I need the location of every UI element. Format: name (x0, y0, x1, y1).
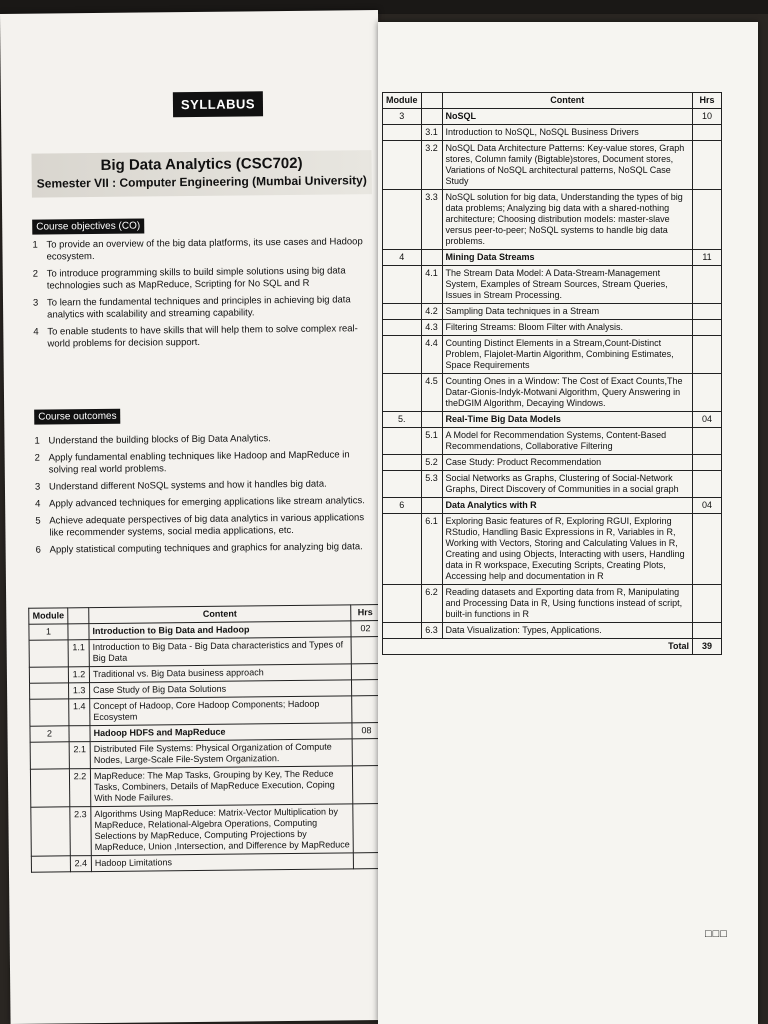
right-syllabus-table (382, 92, 722, 655)
sub-cell: 4.1 (421, 266, 442, 304)
hrs-cell (693, 455, 722, 471)
page-title: Big Data Analytics (CSC702) (100, 154, 303, 174)
outcomes-list (34, 432, 375, 562)
content-cell: Distributed File Systems: Physical Organization of Compute Nodes, Large-Scale File-System Organization. (90, 739, 352, 769)
sub-cell: 4.4 (421, 336, 442, 374)
module-cell (383, 623, 422, 639)
hrs-cell: 04 (693, 412, 722, 428)
table-row (30, 739, 381, 770)
content-cell: Real-Time Big Data Models (442, 412, 693, 428)
table-row (31, 853, 382, 873)
module-cell (383, 125, 422, 141)
sub-cell (421, 498, 442, 514)
content-header: Content (442, 93, 693, 109)
module-cell (383, 455, 422, 471)
list-item-text: Apply advanced techniques for emerging applications like stream analytics. (49, 495, 365, 510)
hrs-cell (351, 637, 380, 664)
list-item-number: 2 (34, 452, 41, 464)
module-header: Module (29, 608, 68, 624)
hrs-cell (693, 320, 722, 336)
module-cell (30, 683, 69, 699)
content-cell: A Model for Recommendation Systems, Content-Based Recommendations, Collaborative Filtering (442, 428, 693, 455)
list-item-number: 1 (32, 239, 38, 251)
end-mark: □□□ (705, 928, 728, 940)
sub-cell: 1.1 (68, 640, 89, 667)
sub-cell: 1.4 (69, 699, 90, 726)
hrs-cell (693, 471, 722, 498)
sub-cell: 6.1 (421, 514, 442, 585)
table-row (383, 455, 722, 471)
content-cell: NoSQL solution for big data, Understanding the types of big data problems; Analyzing big data with a shared-nothing architecture; Choosing distribution models: master-slave versus peer-to-peer; NoSQL systems to handle big data problems. (442, 190, 693, 250)
content-cell: Hadoop HDFS and MapReduce (90, 723, 352, 742)
list-item-text: Apply fundamental enabling techniques like Hadoop and MapReduce in solving real world problems. (48, 449, 350, 476)
list-item-text: Understand different NoSQL systems and how it handles big data. (48, 478, 327, 493)
module-cell (383, 471, 422, 498)
list-item-number: 3 (34, 481, 41, 493)
content-cell: Sampling Data techniques in a Stream (442, 304, 693, 320)
list-item (33, 294, 373, 322)
sub-cell (68, 624, 89, 640)
module-cell (383, 266, 422, 304)
module-cell: 3 (383, 109, 422, 125)
sub-cell: 6.3 (421, 623, 442, 639)
hrs-cell (693, 585, 722, 623)
table-row (383, 498, 722, 514)
list-item (33, 265, 373, 293)
list-item-number: 5 (35, 515, 41, 527)
content-cell: Exploring Basic features of R, Exploring RGUI, Exploring RStudio, Handling Basic Expressions in R, Variables in R, Working with Vectors, Storing and Calculating Values in R, Creating and using Objects, Interacting with users, Handling data in R workspace, Executing Scripts, Creating Plots, Accessing help and documentation in R (442, 514, 693, 585)
sub-cell (421, 109, 442, 125)
total-value: 39 (693, 639, 722, 655)
module-cell: 2 (30, 726, 69, 742)
table-row (30, 766, 381, 808)
objectives-list (32, 236, 373, 356)
module-cell (383, 141, 422, 190)
list-item-number: 3 (32, 297, 39, 309)
list-item-text: To enable students to have skills that will help them to solve complex real-world problems for decision support. (47, 323, 358, 350)
list-item-text: Achieve adequate perspectives of big data analytics in various applications like recommender systems, social media applications, etc. (49, 512, 365, 539)
content-cell: The Stream Data Model: A Data-Stream-Management System, Examples of Stream Sources, Stream Queries, Issues in Stream Processing. (442, 266, 693, 304)
hrs-cell (351, 680, 380, 696)
list-item-number: 1 (34, 435, 40, 447)
title-banner (31, 150, 371, 198)
hrs-cell: 04 (693, 498, 722, 514)
module-cell (31, 856, 70, 872)
content-cell: Algorithms Using MapReduce: Matrix-Vector Multiplication by MapReduce, Relational-Algebra Operations, Computing Selections by MapReduce, Computing Projections by MapReduce, Union ,Intersection, and Difference by MapReduce (91, 804, 353, 856)
sub-cell: 2.4 (70, 856, 91, 872)
table-row (383, 320, 722, 336)
content-cell: Introduction to Big Data and Hadoop (89, 621, 351, 640)
list-item (36, 541, 376, 557)
hrs-cell (693, 141, 722, 190)
content-cell: Introduction to NoSQL, NoSQL Business Drivers (442, 125, 693, 141)
module-cell: 1 (29, 624, 68, 640)
module-cell: 6 (383, 498, 422, 514)
sub-cell: 5.1 (421, 428, 442, 455)
list-item-number: 6 (35, 544, 41, 556)
content-cell: NoSQL (442, 109, 693, 125)
module-header: Module (383, 93, 422, 109)
module-cell (30, 742, 69, 769)
table-row (383, 623, 722, 639)
right-page (378, 22, 758, 1024)
module-cell (30, 769, 69, 807)
module-cell (383, 428, 422, 455)
module-cell (383, 374, 422, 412)
hrs-cell (693, 374, 722, 412)
sub-cell: 4.3 (421, 320, 442, 336)
sub-cell (69, 726, 90, 742)
hrs-cell (693, 336, 722, 374)
table-row (383, 428, 722, 455)
hrs-cell: 11 (693, 250, 722, 266)
sub-cell: 3.3 (421, 190, 442, 250)
list-item-text: To provide an overview of the big data platforms, its use cases and Hadoop ecosystem. (46, 236, 363, 263)
sub-cell: 5.3 (421, 471, 442, 498)
sub-cell: 5.2 (421, 455, 442, 471)
module-cell (30, 699, 69, 726)
list-item-text: Understand the building blocks of Big Data Analytics. (48, 433, 271, 447)
table-row (383, 412, 722, 428)
hrs-cell (693, 514, 722, 585)
table-row (383, 585, 722, 623)
content-cell: Reading datasets and Exporting data from R, Manipulating and Processing Data in R, Using functions instead of script, built-in functions in R (442, 585, 693, 623)
content-cell: Data Visualization: Types, Applications. (442, 623, 693, 639)
list-item-text: To learn the fundamental techniques and principles in achieving big data analytics with scalability and streaming capability. (46, 294, 351, 321)
list-item (34, 432, 374, 448)
sub-cell: 1.2 (68, 667, 89, 683)
hrs-cell: 02 (351, 621, 380, 637)
hrs-cell (352, 696, 381, 723)
table-row (29, 637, 380, 668)
list-item (35, 512, 375, 540)
list-item (35, 449, 375, 477)
list-item-number: 2 (32, 268, 39, 280)
list-item (35, 495, 375, 511)
list-item-number: 4 (33, 326, 39, 338)
table-row (383, 304, 722, 320)
module-cell (383, 336, 422, 374)
sub-cell: 4.5 (421, 374, 442, 412)
module-cell (383, 320, 422, 336)
sub-cell: 6.2 (421, 585, 442, 623)
left-syllabus-table (28, 604, 383, 873)
content-cell: Traditional vs. Big Data business approach (89, 664, 351, 683)
module-cell (29, 640, 68, 667)
hrs-cell: 10 (693, 109, 722, 125)
module-cell: 5. (383, 412, 422, 428)
sub-cell: 3.2 (421, 141, 442, 190)
hrs-cell (693, 304, 722, 320)
table-row (383, 266, 722, 304)
hrs-header: Hrs (351, 605, 380, 621)
sub-cell: 2.1 (69, 742, 90, 769)
hrs-cell (693, 623, 722, 639)
content-cell: Hadoop Limitations (91, 853, 353, 872)
total-label: Total (383, 639, 693, 655)
total-row (383, 639, 722, 655)
objectives-label: Course objectives (CO) (32, 219, 144, 235)
list-item (35, 478, 375, 494)
page-subtitle: Semester VII : Computer Engineering (Mumbai University) (36, 173, 367, 191)
content-cell: Data Analytics with R (442, 498, 693, 514)
hrs-cell (351, 664, 380, 680)
module-cell (383, 514, 422, 585)
sub-header (421, 93, 442, 109)
sub-header (68, 608, 89, 624)
table-row (383, 141, 722, 190)
content-cell: NoSQL Data Architecture Patterns: Key-value stores, Graph stores, Column family (Bigtable)stores, Document stores, Variations of NoSQL architectural patterns, NoSQL Case Study (442, 141, 693, 190)
table-row (383, 125, 722, 141)
sub-cell: 4.2 (421, 304, 442, 320)
hrs-cell (693, 190, 722, 250)
list-item (33, 323, 373, 351)
module-cell (383, 585, 422, 623)
hrs-cell: 08 (352, 723, 381, 739)
table-row (383, 336, 722, 374)
hrs-cell (693, 125, 722, 141)
content-cell: Counting Distinct Elements in a Stream,Count-Distinct Problem, Flajolet-Martin Algorithm, Combining Estimates, Space Requirements (442, 336, 693, 374)
content-cell: Filtering Streams: Bloom Filter with Analysis. (442, 320, 693, 336)
content-cell: Concept of Hadoop, Core Hadoop Components; Hadoop Ecosystem (90, 696, 352, 726)
list-item-text: Apply statistical computing techniques and graphics for analyzing big data. (49, 541, 363, 556)
sub-cell: 3.1 (421, 125, 442, 141)
list-item (32, 236, 372, 264)
list-item-number: 4 (35, 498, 41, 510)
table-row (31, 804, 382, 857)
module-cell (31, 807, 71, 856)
table-row (383, 190, 722, 250)
sub-cell (421, 250, 442, 266)
module-cell: 4 (383, 250, 422, 266)
sub-cell: 1.3 (69, 683, 90, 699)
content-header: Content (89, 605, 351, 624)
module-cell (383, 304, 422, 320)
hrs-cell (693, 266, 722, 304)
content-cell: Case Study of Big Data Solutions (90, 680, 352, 699)
content-cell: MapReduce: The Map Tasks, Grouping by Key, The Reduce Tasks, Combiners, Details of MapReduce Execution, Coping With Node Failures. (90, 766, 352, 807)
table-row (383, 514, 722, 585)
content-cell: Introduction to Big Data - Big Data characteristics and Types of Big Data (89, 637, 351, 667)
module-cell (29, 667, 68, 683)
outcomes-label: Course outcomes (34, 409, 121, 425)
table-row (383, 250, 722, 266)
hrs-header: Hrs (693, 93, 722, 109)
sub-cell: 2.2 (69, 769, 90, 807)
content-cell: Counting Ones in a Window: The Cost of Exact Counts,The Datar-Gionis-Indyk-Motwani Algorithm, Query Answering in theDGIM Algorithm, Decaying Windows. (442, 374, 693, 412)
content-cell: Social Networks as Graphs, Clustering of Social-Network Graphs, Direct Discovery of Communities in a social graph (442, 471, 693, 498)
table-row (30, 696, 381, 727)
left-page (0, 10, 389, 1024)
hrs-cell (693, 428, 722, 455)
syllabus-tag: SYLLABUS (173, 91, 263, 117)
sub-cell: 2.3 (70, 807, 92, 856)
content-cell: Case Study: Product Recommendation (442, 455, 693, 471)
table-row (383, 374, 722, 412)
hrs-cell (352, 739, 381, 766)
module-cell (383, 190, 422, 250)
content-cell: Mining Data Streams (442, 250, 693, 266)
table-row (383, 471, 722, 498)
table-row (383, 109, 722, 125)
list-item-text: To introduce programming skills to build simple solutions using big data technologies such as MapReduce, Scripting for No SQL and R (46, 265, 346, 292)
sub-cell (421, 412, 442, 428)
